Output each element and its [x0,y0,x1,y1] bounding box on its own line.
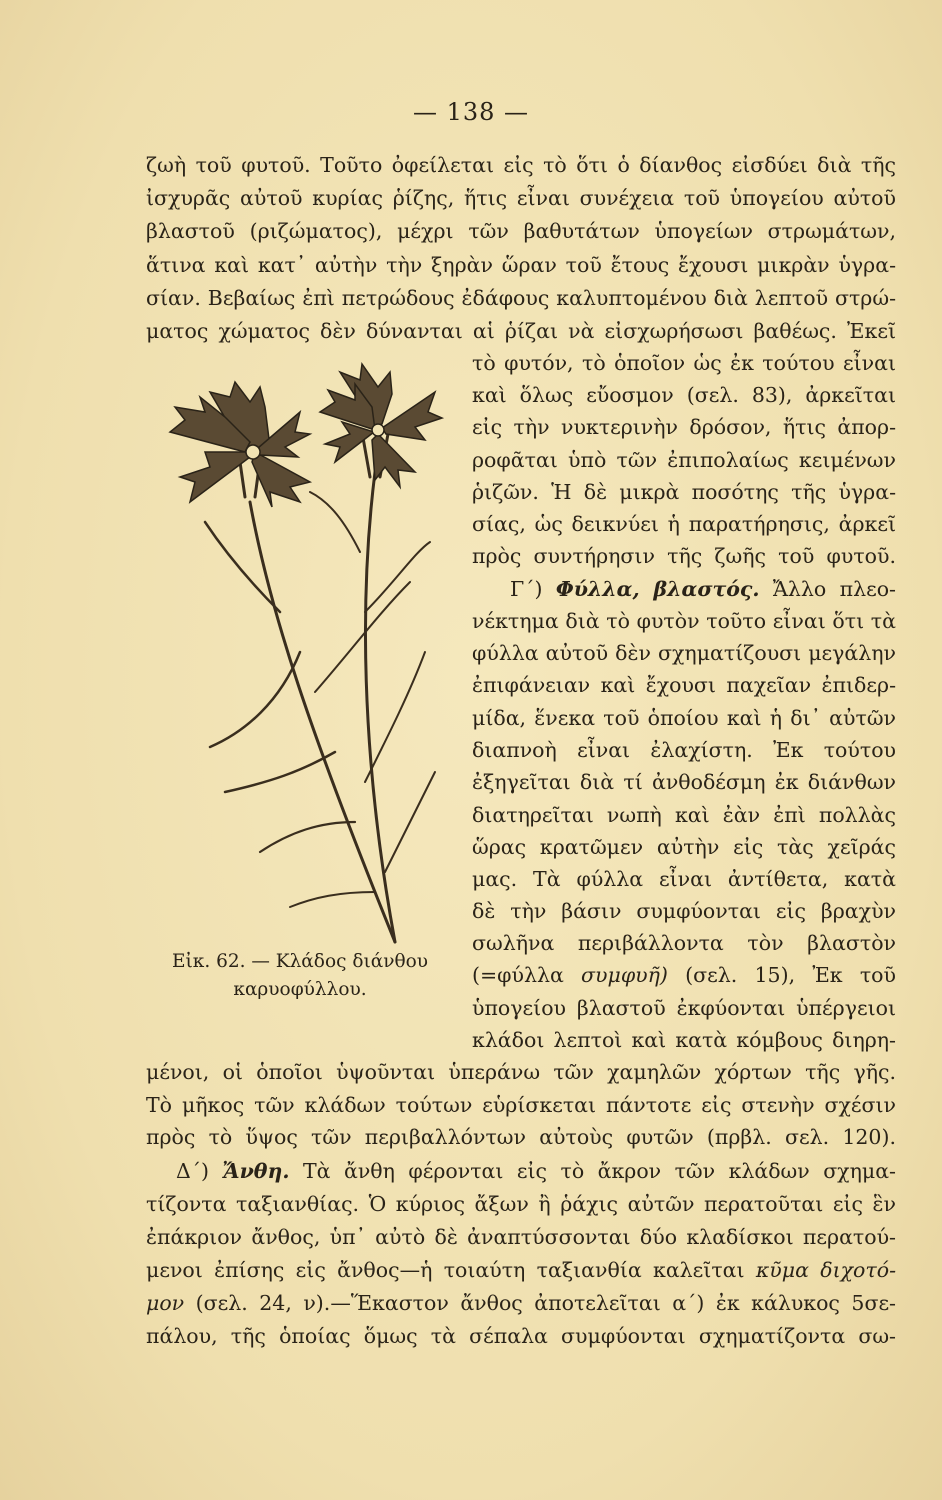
section-heading-line [510,574,896,605]
text-line: νέκτημα διὰ τὸ φυτὸν τοῦτο εἶναι ὅτι τὰ [472,609,896,633]
text-line: ἅτινα καὶ κατ᾽ αὐτὴν τὴν ξηρὰν ὥραν τοῦ ἔτους ἔχουσι μικρὰν ὑγρα- [146,253,896,277]
page-number: — 138 — [412,98,530,126]
text-line: τὸ φυτόν, τὸ ὁποῖον ὡς ἐκ τούτου εἶναι [472,351,896,375]
italic-term: κῦμα διχοτό- [755,1258,896,1282]
text-line: καὶ ὅλως εὔοσμον (σελ. 83), ἀρκεῖται [472,383,896,407]
text-line: ἐξηγεῖται διὰ τί ἀνθοδέσμη ἐκ διάνθων [472,770,896,794]
italic-term: μον [146,1291,185,1315]
text-line: κλάδοι λεπτοὶ καὶ κατὰ κόμβους διηρη- [472,1028,896,1052]
text-line: ὑπογείου βλαστοῦ ἐκφύονται ὑπέργειοι [472,996,896,1020]
caption-line: Εἰκ. 62. — Κλάδος διάνθου [172,951,428,972]
figure-caption [150,948,450,1004]
section-text: Τὰ ἄνθη φέρονται εἰς τὸ ἄκρον τῶν κλάδων σχημα- [303,1159,896,1183]
text-line: βλαστοῦ (ριζώματος), μέχρι τῶν βαθυτάτων ὑπογείων στρωμάτων, [146,219,896,243]
text-line: πρὸς τὸ ὕψος τῶν περιβαλλόντων αὐτοὺς φυτῶν (πρβλ. σελ. 120). [146,1125,896,1149]
section-heading-line [176,1156,896,1187]
text-line: μίδα, ἕνεκα τοῦ ὁποίου καὶ ἡ δι᾽ αὐτῶν [472,706,896,730]
text-line: τίζοντα ταξιανθίας. Ὁ κύριος ἄξων ἢ ῥάχις αὐτῶν περατοῦται εἰς ἓν [146,1192,896,1216]
text-span: (σελ. 15), Ἐκ τοῦ [667,963,896,987]
section-text: Ἄλλο πλεο- [772,577,896,601]
text-line: ἐπιφάνειαν καὶ ἔχουσι παχεῖαν ἐπιδερ- [472,673,896,697]
text-line: ματος χώματος δὲν δύνανται αἱ ῥίζαι νὰ εἰσχωρήσωσι βαθέως. Ἐκεῖ [146,319,896,343]
text-line: ἐπάκριον ἄνθος, ὑπ᾽ αὐτὸ δὲ ἀναπτύσσονται δύο κλαδίσκοι περατού- [146,1225,896,1249]
text-line: μένοι, οἱ ὁποῖοι ὑψοῦνται ὑπεράνω τῶν χαμηλῶν χόρτων τῆς γῆς. [146,1060,896,1084]
text-line: ὥρας κρατῶμεν αὐτὴν εἰς τὰς χεῖράς [472,835,896,859]
section-heading: Ἄνθη. [222,1159,290,1183]
text-line: δὲ τὴν βάσιν συμφύονται εἰς βραχὺν [472,899,896,923]
text-line: ῥιζῶν. Ἡ δὲ μικρὰ ποσότης τῆς ὑγρα- [472,480,896,504]
text-line: σίαν. Βεβαίως ἐπὶ πετρώδους ἐδάφους καλυπτομένου διὰ λεπτοῦ στρώ- [146,286,896,310]
text-line: εἰς τὴν νυκτερινὴν δρόσον, ἥτις ἀπορ- [472,415,896,439]
text-span: (=φύλλα [472,963,582,987]
text-line: σωλῆνα περιβάλλοντα τὸν βλαστὸν [472,931,896,955]
text-line [472,960,896,991]
text-line [146,1288,896,1319]
text-line: μας. Τὰ φύλλα εἶναι ἀντίθετα, κατὰ [472,867,896,891]
carnation-illustration [150,352,450,952]
text-span: μενοι ἐπίσης εἰς ἄνθος—ἡ τοιαύτη ταξιανθία καλεῖται [146,1258,756,1282]
text-span: (σελ. 24, ν).—Ἕκαστον ἄνθος ἀποτελεῖται α´) ἐκ κάλυκος 5σε- [184,1291,896,1315]
text-line: διαπνοὴ εἶναι ἐλαχίστη. Ἐκ τούτου [472,738,896,762]
text-line: σίας, ὡς δεικνύει ἡ παρατήρησις, ἀρκεῖ [472,512,896,536]
caption-line: καρυοφύλλου. [233,979,367,1000]
text-line: ροφᾶται ὑπὸ τῶν ἐπιπολαίως κειμένων [472,448,896,472]
text-line: διατηρεῖται νωπὴ καὶ ἐὰν ἐπὶ πολλὰς [472,803,896,827]
text-line: φύλλα αὐτοῦ δὲν σχηματίζουσι μεγάλην [472,641,896,665]
text-line [146,1255,896,1286]
text-line: ἰσχυρᾶς αὐτοῦ κυρίας ῥίζης, ἥτις εἶναι συνέχεια τοῦ ὑπογείου αὐτοῦ [146,186,896,210]
italic-term: συμφυῆ) [581,963,668,987]
text-line: Τὸ μῆκος τῶν κλάδων τούτων εὑρίσκεται πάντοτε εἰς στενὴν σχέσιν [146,1093,896,1117]
section-label: Δ´) [176,1159,210,1183]
section-heading: Φύλλα, βλαστός. [555,577,760,601]
text-line: πρὸς συντήρησιν τῆς ζωῆς τοῦ φυτοῦ. [472,544,896,568]
section-label: Γ´) [510,577,543,601]
text-line: πάλου, τῆς ὁποίας ὅμως τὰ σέπαλα συμφύονται σχηματίζοντα σω- [146,1324,896,1348]
text-line: ζωὴ τοῦ φυτοῦ. Τοῦτο ὀφείλεται εἰς τὸ ὅτι ὁ δίανθος εἰσδύει διὰ τῆς [146,153,896,177]
